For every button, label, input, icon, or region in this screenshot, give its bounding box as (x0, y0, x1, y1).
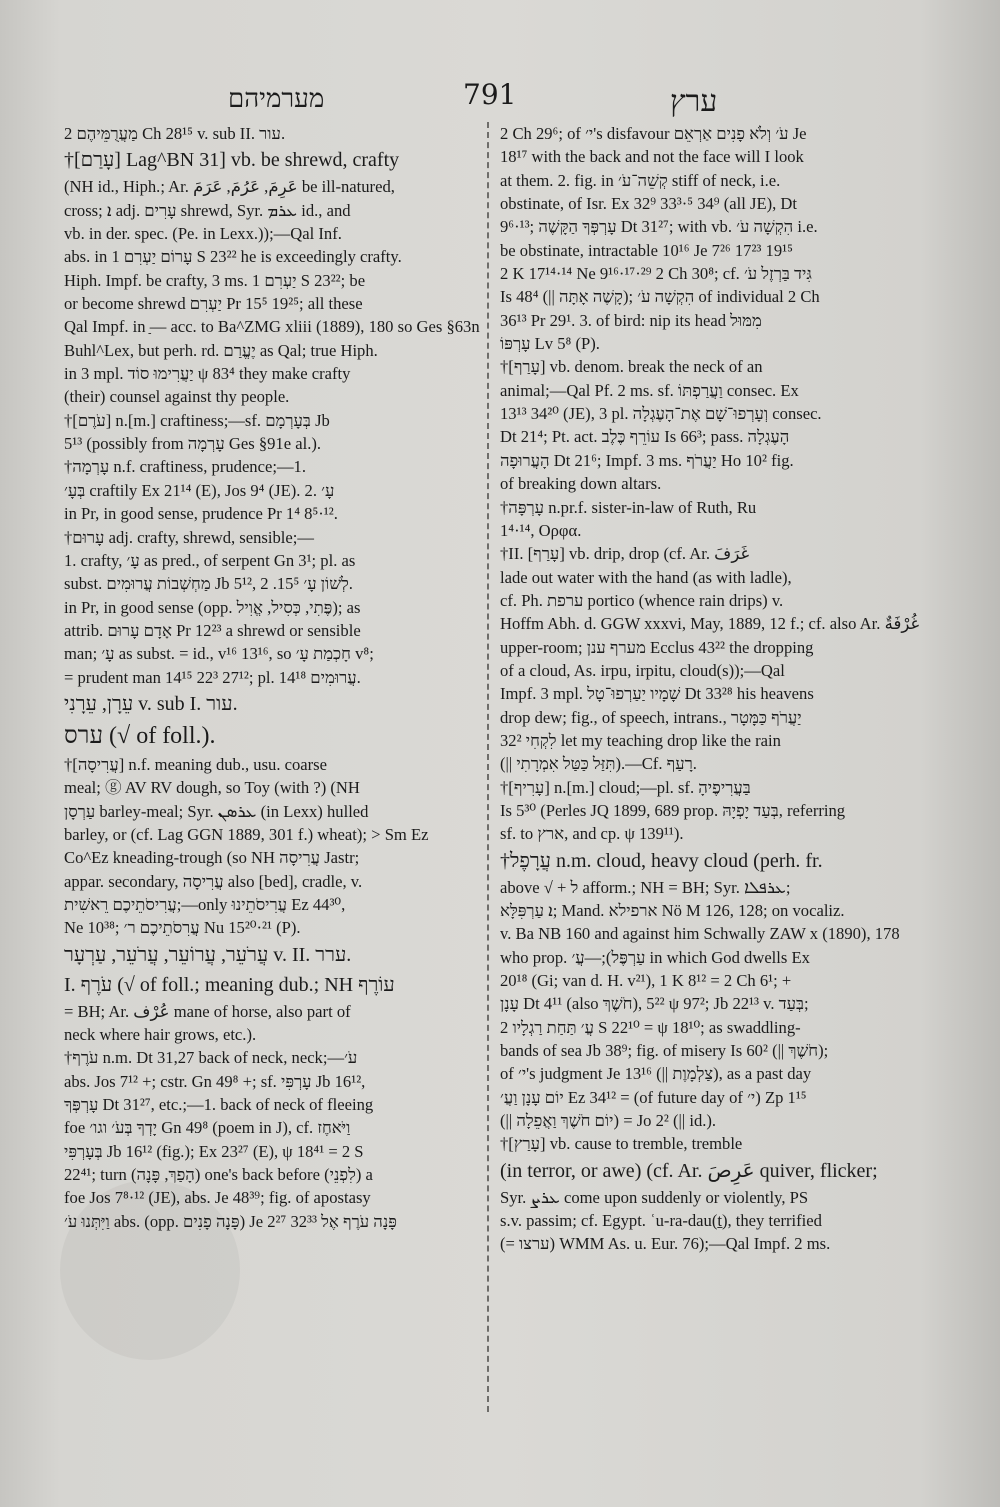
text-line: †עָרְפָּה n.pr.f. sister-in-law of Ruth, Ru (500, 497, 757, 517)
page-header (0, 78, 1000, 118)
text-line: in Pr, in good sense, prudence Pr 1⁴ 8⁵·¹². (64, 504, 338, 524)
text-line: I. עֹרֶף (√ of foll.; meaning dub.; NH עוֹרֶף (64, 973, 395, 996)
text-line: †עָרוּם adj. crafty, shrewd, sensible;— (64, 527, 314, 547)
header-left-word: מערמיהם (228, 84, 325, 114)
page-number: 791 (463, 78, 517, 111)
text-line: †עֲרָפֶל n.m. cloud, heavy cloud (perh. fr. (500, 849, 823, 872)
text-line: foe Jos 7⁸·¹² (JE), abs. Je 48³⁹; fig. of apostasy (64, 1188, 371, 1208)
text-line: or become shrewd יַעְרִם Pr 15⁵ 19²⁵; all these (64, 294, 363, 314)
text-line: abs. Jos 7¹² +; cstr. Gn 49⁸ +; sf. עָרְפִּי Jb 16¹², (64, 1071, 366, 1091)
text-line: 36¹³ Pr 29¹. 3. of bird: nip its head מִמּוּל (500, 310, 762, 330)
text-line: Hoffm Abh. d. GGW xxxvi, May, 1889, 12 f.; cf. also Ar. غُرْفَةٌ (500, 614, 920, 634)
text-line: בְּעָרְפִּי Jb 16¹² (fig.); Ex 23²⁷ (E), ψ 18⁴¹ = 2 S (64, 1141, 364, 1161)
text-line: יוֹם עָנָן וַעֲ׳ Ez 34¹² = (of future day of י׳) Zp 1¹⁵ (500, 1087, 807, 1107)
text-line: lade out water with the hand (as with ladle), (500, 567, 792, 587)
text-line: barley, or (cf. Lag GGN 1889, 301 f.) wheat); > Sm Ez (64, 824, 429, 844)
text-line: above √ + ל afform.; NH = BH; Syr. ܥܪܦܠܐ; (500, 877, 791, 897)
text-line: Is 48⁴ (|| קָשֶׁה אָתָּה); הִקְשָׁה עֹ׳ of individual 2 Ch (500, 287, 820, 307)
column-divider (487, 122, 489, 1412)
text-line: neck where hair grows, etc.). (64, 1025, 257, 1044)
text-line: subst. מַחְשְׁבוֹת עֲרוּמִים Jb 5¹², לְשׁוֹן עָ׳ 15⁵. 2. (64, 574, 353, 594)
text-line: וַיִּתְּנוּ עֹ׳ abs. (opp. פָּנָה פָנִים) Je 2²⁷ 32³³ פָּנָה עֹרֶף אֶל (64, 1211, 397, 1231)
text-line: עֲ׳ תַּחַת רַגְלָיו 2 S 22¹⁰ = ψ 18¹⁰; as swaddling- (500, 1017, 801, 1037)
text-line: = BH; Ar. عُرْف mane of horse, also part of (64, 1001, 351, 1021)
text-line: Hiph. Impf. be crafty, 3 ms. יַעְרִם 1 S 23²²; be (64, 270, 366, 290)
text-line: attrib. אָדָם עָרוּם Pr 12²³ a shrewd or sensible (64, 620, 361, 640)
text-line: Buhl^Lex, but perh. rd. יֶעֱרַם as Qal; true Hiph. (64, 340, 378, 360)
text-line: who prop. עַרְפֶּל);—עֲ׳ in which God dwells Ex (500, 947, 810, 967)
text-line: לִקְחִי 32² let my teaching drop like the rain (500, 730, 781, 750)
text-line: vb. in der. spec. (Pe. in Lexx.));—Qal Inf. (64, 224, 342, 244)
text-line: †[עָרַף] vb. denom. break the neck of an (500, 357, 763, 377)
text-line: man; עָ׳ as subst. = id., v¹⁶ 13¹⁶, so חָכְמַת עָ׳ v⁸; (64, 644, 374, 664)
text-line: 1⁴·¹⁴, Ορφα. (500, 520, 582, 540)
text-line: obstinate, of Isr. Ex 32⁹ 33³·⁵ 34⁹ (all JE), Dt (500, 194, 798, 214)
text-line: Ne 10³⁸; עֲרִסֹתֵיכֶם ר׳ Nu 15²⁰·²¹ (P). (64, 918, 301, 938)
text-line: עֵרָן, עֵרָנִי v. sub I. עור. (64, 692, 238, 715)
text-line: עֲרֹעֵר, עֲרוֹעֵר, עֲרֹעֵר, עַרְעָר v. II. ערר. (64, 943, 352, 966)
text-line: 13¹³ 34²⁰ (JE), 3 pl. וְעָרְפוּ־שָׁם אֶת־הָעֶגְלָה consec. (500, 404, 822, 424)
text-line: הָעֲרוּפָה Dt 21⁶; Impf. 3 ms. יַעֲרֹף Ho 10² fig. (500, 450, 794, 470)
text-line: ערס (√ of foll.). (64, 722, 216, 749)
text-line: †[עָרַם] Lag^BN 31] vb. be shrewd, crafty (64, 149, 400, 172)
text-line: = prudent man 14¹⁵ 22³ 27¹²; pl. עֲרוּמִים 14¹⁸. (64, 667, 361, 687)
text-line: Syr. ܥܪܨ come upon suddenly or violently, PS (500, 1187, 809, 1207)
text-line: Impf. 3 mpl. שָׁמָיו יַעַרְפוּ־טָל Dt 33²⁸ his heavens (500, 684, 814, 704)
text-line: Qal Impf. in ַ— acc. to Ba^ZMG xliii (1889), 180 so Ges §63n (64, 317, 480, 337)
text-line: upper-room; מערף ענן Ecclus 43²² the dropping (500, 637, 814, 657)
text-line: of a cloud, As. irpu, irpitu, cloud(s));—Qal (500, 660, 785, 680)
text-line: animal;—Qal Pf. 2 ms. sf. וַעֲרַפְתּוֹ consec. Ex (500, 380, 799, 400)
text-line: Is 5³⁰ (Perles JQ 1899, 689 prop. בְּעַד יָפְיָהּ, referring (500, 800, 846, 820)
text-line: (= ערצו) WMM As. u. Eur. 76);—Qal Impf. 2 ms. (500, 1234, 831, 1254)
text-line: †[עֹרֶם] n.[m.] craftiness;—sf. בְּעָרְמָם Jb (64, 410, 330, 430)
text-line: 1. crafty, עָ׳ as pred., of serpent Gn 3¹; pl. as (64, 550, 356, 570)
text-line: עָרְפּוֹ Lv 5⁸ (P). (500, 334, 600, 354)
text-line: מַעֲרֻמֵּיהֶם 2 Ch 28¹⁵ v. sub II. עור. (64, 124, 286, 143)
text-line: in Pr, in good sense (opp. פֶּתִי, כְּסִיל, אֱוִיל); as (64, 597, 361, 617)
text-line: ܐ עַרְפִּלָּא; Mand. ארפילא Nö M 126, 128; on vocaliz. (500, 901, 845, 920)
text-line: (their) counsel against thy people. (64, 387, 290, 407)
text-line: 18¹⁷ with the back and not the face will I look (500, 147, 804, 167)
text-line: †עֹרֶף n.m. Dt 31,27 back of neck, neck;—עֹ׳ (64, 1048, 358, 1068)
text-line: עַרְסָן barley-meal; Syr. ܥܪܣܢ (in Lexx) hulled (64, 801, 369, 821)
text-line: (|| יוֹם חֹשֶׁךְ וַאֲפֵלָה) = Jo 2² (|| id.). (500, 1111, 717, 1131)
text-line: Dt 21⁴; Pt. act. עוֹרֵף כֶּלֶב Is 66³; pass. הָעֶגְלָה (500, 427, 790, 447)
text-line: †עָרְמָה n.f. craftiness, prudence;—1. (64, 457, 306, 477)
text-line: 2 K 17¹⁴·¹⁴ Ne 9¹⁶·¹⁷·²⁹ 2 Ch 30⁸; cf. גִּיד בַּרְזֶל עֹ׳ (500, 264, 812, 284)
text-line: at them. 2. fig. in קְשֵׁה־עֹ׳ stiff of neck, i.e. (500, 170, 781, 190)
text-line: sf. to ארץ, and cp. ψ 139¹¹). (500, 824, 684, 844)
text-line: †[עָרִיף] n.[m.] cloud;—pl. sf. בַּעֲרִיפֶיהָ (500, 777, 751, 797)
text-line: בְּעָ׳ craftily Ex 21¹⁴ (E), Jos 9⁴ (JE). 2. עָ׳ (64, 480, 335, 500)
text-line: (NH id., Hiph.; Ar. عَرِمَ, عَرُمَ, عَرَمَ be ill-natured, (64, 177, 395, 197)
text-line: appar. secondary, עֲרִיסָה also [bed], cradle, v. (64, 871, 363, 891)
text-line: cross; ܐ adj. עָרִים shrewd, Syr. ܥܪܡ id., and (64, 200, 351, 220)
text-line: (|| תִּזַּל כַּטַּל אִמְרָתִי).—Cf. רָעַף. (500, 754, 697, 774)
text-line: abs. in עָרוֹם יַעְרִם 1 S 23²² he is exceedingly crafty. (64, 247, 402, 267)
text-line: s.v. passim; cf. Egypt. ʿu-ra-dau(ṯ), they terrified (500, 1211, 822, 1231)
text-line: עָרְפְּךָ Dt 31²⁷, etc.;—1. back of neck of fleeing (64, 1095, 374, 1115)
text-line: †[עֲרִיסָה] n.f. meaning dub., usu. coarse (64, 754, 328, 774)
header-right-word: ערץ (670, 84, 718, 119)
text-line: v. Ba NB 160 and against him Schwally ZAW x (1890), 178 (500, 924, 900, 944)
text-line: 9⁶·¹³; עָרְפְּךָ הַקָּשֶׁה Dt 31²⁷; with vb. הִקְשָׁה עֹ׳ i.e. (500, 217, 818, 237)
text-line: †II. [עָרַף] vb. drip, drop (cf. Ar. غَرَفَ (500, 544, 750, 564)
text-line: in 3 mpl. יַעֲרִימוּ סוֹד ψ 83⁴ they make crafty (64, 364, 351, 384)
text-line: 22⁴¹; turn (הָפַךְ, פָּנָה) one's back before (לִפְנֵי) a (64, 1165, 373, 1185)
text-line: drop dew; fig., of speech, intrans., יַעֲרֹף כַּמָּטָר (500, 707, 802, 727)
text-line: meal; ⓖ AV RV dough, so Toy (with ?) (NH (64, 778, 360, 798)
text-line: עָנָן Dt 4¹¹ (also חֹשֶׁךְ), 5²² ψ 97²; Jb 22¹³ v. בְּעַד; (500, 994, 809, 1014)
text-line: be obstinate, intractable 10¹⁶ Je 7²⁶ 17²³ 19¹⁵ (500, 240, 793, 260)
text-line: †[עָרַץ] vb. cause to tremble, tremble (500, 1134, 743, 1154)
text-line: Co^Ez kneading-trough (so NH עֲרִיסָה Jastr; (64, 848, 360, 868)
text-line: 5¹³ (possibly from עָרְמָה Ges §91e al.). (64, 434, 322, 454)
left-column (64, 122, 480, 1233)
text-line: foe יָדְךָ בְּעֹ׳ וגו׳ Gn 49⁸ (poem in J), cf. וַיֹּאחֶז (64, 1118, 351, 1138)
text-line: (in terror, or awe) (cf. Ar. عَرِصَ quiver, flicker; (500, 1159, 878, 1182)
text-line: 20¹⁸ (Gi; van d. H. v²¹), 1 K 8¹² = 2 Ch 6¹; + (500, 971, 792, 991)
text-line: 2 Ch 29⁶; of י׳'s disfavour עֹ׳ וְלֹא פָנִים אַרְאֵם Je (500, 124, 807, 143)
right-column (500, 122, 920, 1256)
text-line: of breaking down altars. (500, 474, 662, 494)
text-line: of י׳'s judgment Je 13¹⁶ (|| צַלְמָוֶת), as a past day (500, 1064, 812, 1084)
text-line: עֲרִיסֹתֵיכֶם רֵאשִׁית;—only עֲרִיסֹתֵינוּ Ez 44³⁰, (64, 894, 346, 914)
text-line: cf. Ph. ערפת portico (whence rain drips) v. (500, 590, 784, 610)
text-line: bands of sea Jb 38⁹; fig. of misery Is 60² (|| חֹשֶׁךְ); (500, 1041, 829, 1061)
